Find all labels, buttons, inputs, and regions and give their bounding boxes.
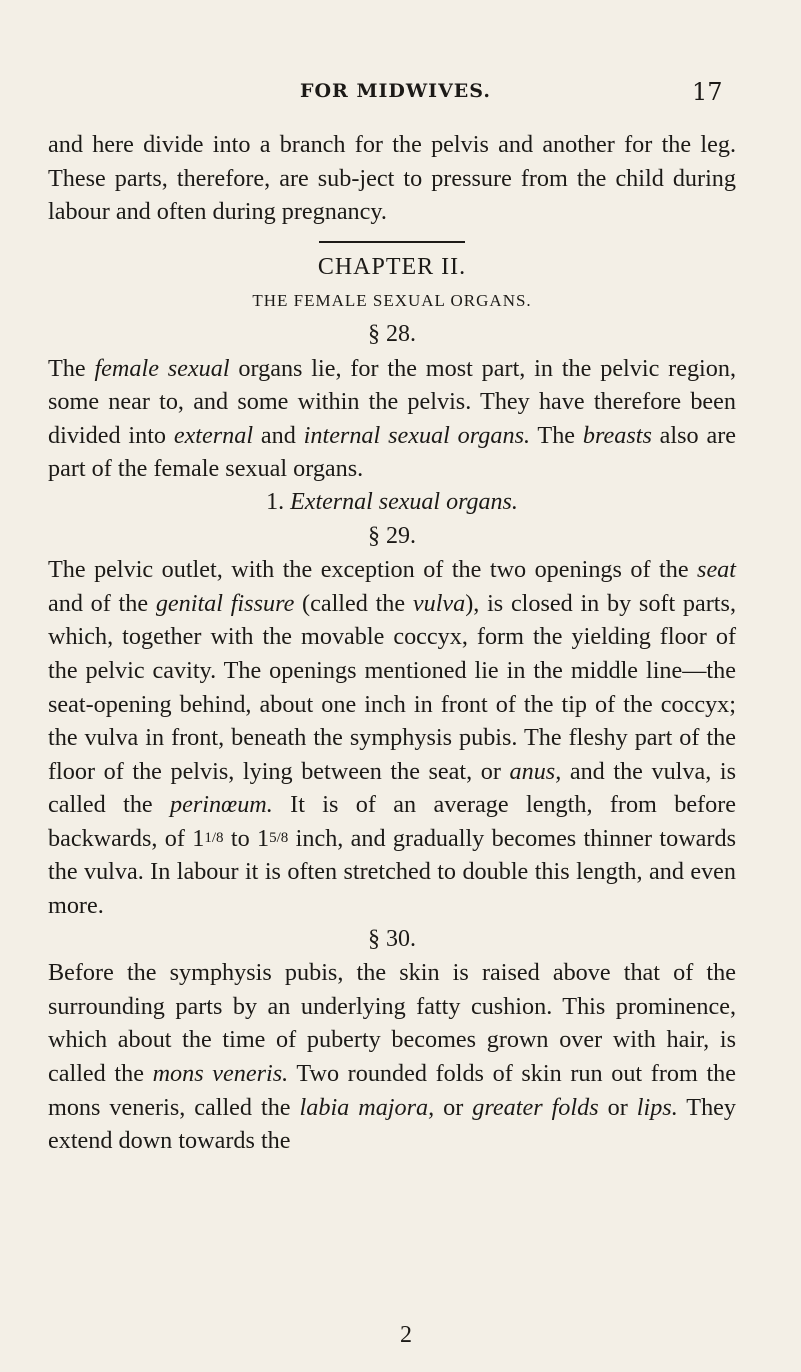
- running-head: FOR MIDWIVES.: [300, 80, 491, 102]
- section-30-paragraph: Before the symphysis pubis, the skin is raised above that of the surrounding parts by an underlying fatty cushion. This prominence, which about the time of puberty becomes grown over with hair, is called the mons veneris. Two rounded folds of skin run out from the mons veneris, called the labia majora, or greater folds or lips. They extend down towards the: [48, 959, 737, 1155]
- section-29-paragraph: The pelvic outlet, with the exception of the two openings of the seat and of the genital fissure (called the vulva), is closed in by soft parts, which, together with the movable coccyx, form the yielding floor of the pelvic cavity. The openings mentioned lie in the middle line—the seat-opening behind, about one inch in front of the tip of the coccyx; the vulva in front, beneath the symphysis pubis. The fleshy part of the floor of the pelvis, lying between the seat, or anus, and the vulva, is called the perinœum. It is of an average length, from before backwards, of 11/8 to 15/8 inch, and gradually becomes thinner towards the vulva. In labour it is often stretched to double this length, and even more.: [48, 556, 736, 920]
- chapter-title: CHAPTER II.: [317, 253, 467, 280]
- section-28-number: § 28.: [368, 320, 416, 347]
- chapter-subtitle: THE FEMALE SEXUAL ORGANS.: [252, 291, 532, 311]
- signature-mark: 2: [400, 1322, 412, 1348]
- section-28-paragraph: The female sexual organs lie, for the most part, in the pelvic region, some near to, and some within the pelvis. They have therefore been divided into external and internal sexual organs. The breasts also are part of the female sexual organs.: [48, 354, 737, 483]
- section-30-number: § 30.: [368, 925, 416, 952]
- intro-paragraph: and here divide into a branch for the pelvis and another for the leg. These parts, therefore, are sub-ject to pressure from the child during labour and often during pregnancy.: [48, 131, 736, 226]
- fraction-one-eighth: 1/8: [204, 829, 224, 846]
- body-text: [48, 128, 736, 1158]
- section-29-number: § 29.: [368, 522, 416, 549]
- fraction-five-eighths: 5/8: [269, 829, 289, 846]
- page-header: [0, 78, 801, 106]
- subheading-external-organs: 1. External sexual organs.: [266, 488, 518, 515]
- page-number: 17: [692, 78, 723, 106]
- chapter-rule: [319, 241, 465, 243]
